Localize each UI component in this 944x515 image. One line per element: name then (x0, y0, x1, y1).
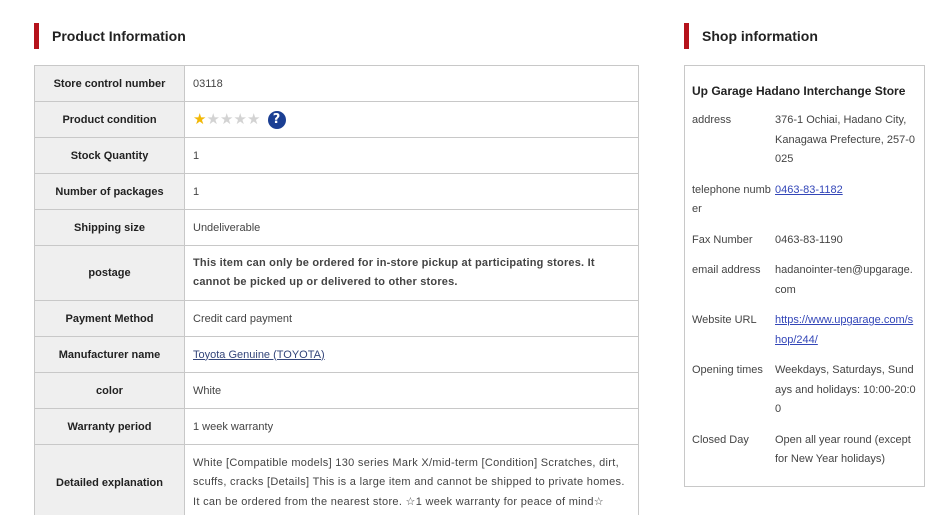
table-row (35, 445, 639, 515)
payment-method-value: Credit card payment (185, 301, 639, 337)
field-label: telephone number (692, 183, 771, 215)
row-label: Product condition (35, 102, 185, 138)
row-label: Stock Quantity (35, 138, 185, 174)
table-row (35, 66, 639, 102)
shop-website-cell (775, 311, 916, 350)
row-label: Store control number (35, 66, 185, 102)
row-label: color (35, 373, 185, 409)
shop-address: 376-1 Ochiai, Hadano City, Kanagawa Prefecture, 257-0025 (775, 114, 916, 165)
star-filled-icon: ★ (193, 111, 207, 128)
product-info-table (34, 65, 639, 515)
number-of-packages-value: 1 (185, 174, 639, 210)
warranty-period-value: 1 week warranty (185, 409, 639, 445)
star-empty-icon: ★ (233, 111, 247, 128)
table-row (35, 246, 639, 301)
shop-fax-row (692, 231, 916, 251)
shop-closed-day: Open all year round (except for New Year holidays) (775, 433, 911, 465)
field-label: Website URL (692, 314, 757, 326)
telephone-link[interactable]: 0463-83-1182 (775, 183, 843, 196)
row-label: Payment Method (35, 301, 185, 337)
field-label: Opening times (692, 364, 763, 376)
table-row (35, 174, 639, 210)
row-label: Warranty period (35, 409, 185, 445)
condition-rating (193, 112, 261, 127)
shop-closed-row (692, 431, 916, 470)
manufacturer-name-cell (185, 337, 639, 373)
product-condition-value (185, 102, 639, 138)
shop-address-row (692, 111, 916, 170)
star-empty-icon: ★ (220, 111, 234, 128)
shop-information-heading: Shop information (684, 23, 924, 49)
shop-telephone-row (692, 181, 916, 220)
field-label: address (692, 114, 732, 126)
shop-fax: 0463-83-1190 (775, 233, 843, 246)
table-row (35, 210, 639, 246)
shop-hours-row (692, 361, 916, 420)
postage-notice: This item can only be ordered for in-store pickup at participating stores. It cannot be picked up or delivered to other stores. (185, 246, 639, 301)
shop-info-panel (684, 65, 925, 487)
shop-website-row (692, 311, 916, 350)
shop-opening-times: Weekdays, Saturdays, Sundays and holidays: 10:00-20:00 (775, 364, 916, 415)
shipping-size-value: Undeliverable (185, 210, 639, 246)
table-row (35, 409, 639, 445)
shop-email-row (692, 261, 916, 300)
stock-quantity-value: 1 (185, 138, 639, 174)
shop-email: hadanointer-ten@upgarage.com (775, 264, 913, 296)
field-label: Closed Day (692, 433, 749, 446)
table-row (35, 301, 639, 337)
star-empty-icon: ★ (247, 111, 261, 128)
row-label: postage (35, 246, 185, 301)
field-label: Fax Number (692, 233, 753, 246)
detailed-explanation-value: White [Compatible models] 130 series Mark X/mid-term [Condition] Scratches, dirt, scuffs, cracks [Details] This is a large item and cannot be shipped to private homes. It can be ordered from the nearest store. ☆1 week warranty for peace of mind☆ (185, 445, 639, 515)
table-row (35, 102, 639, 138)
product-information-heading: Product Information (34, 23, 334, 49)
color-value: White (185, 373, 639, 409)
shop-telephone-cell (775, 181, 916, 220)
table-row (35, 138, 639, 174)
table-row (35, 337, 639, 373)
store-control-number-value: 03118 (185, 66, 639, 102)
row-label: Detailed explanation (35, 445, 185, 515)
website-link[interactable]: https://www.upgarage.com/shop/244/ (775, 314, 914, 346)
row-label: Shipping size (35, 210, 185, 246)
star-empty-icon: ★ (206, 111, 220, 128)
shop-name: Up Garage Hadano Interchange Store (692, 84, 906, 98)
manufacturer-link[interactable]: Toyota Genuine (TOYOTA) (193, 348, 325, 361)
help-question-icon[interactable]: ? (268, 111, 286, 129)
table-row (35, 373, 639, 409)
row-label: Number of packages (35, 174, 185, 210)
row-label: Manufacturer name (35, 337, 185, 373)
field-label: email address (692, 264, 761, 276)
